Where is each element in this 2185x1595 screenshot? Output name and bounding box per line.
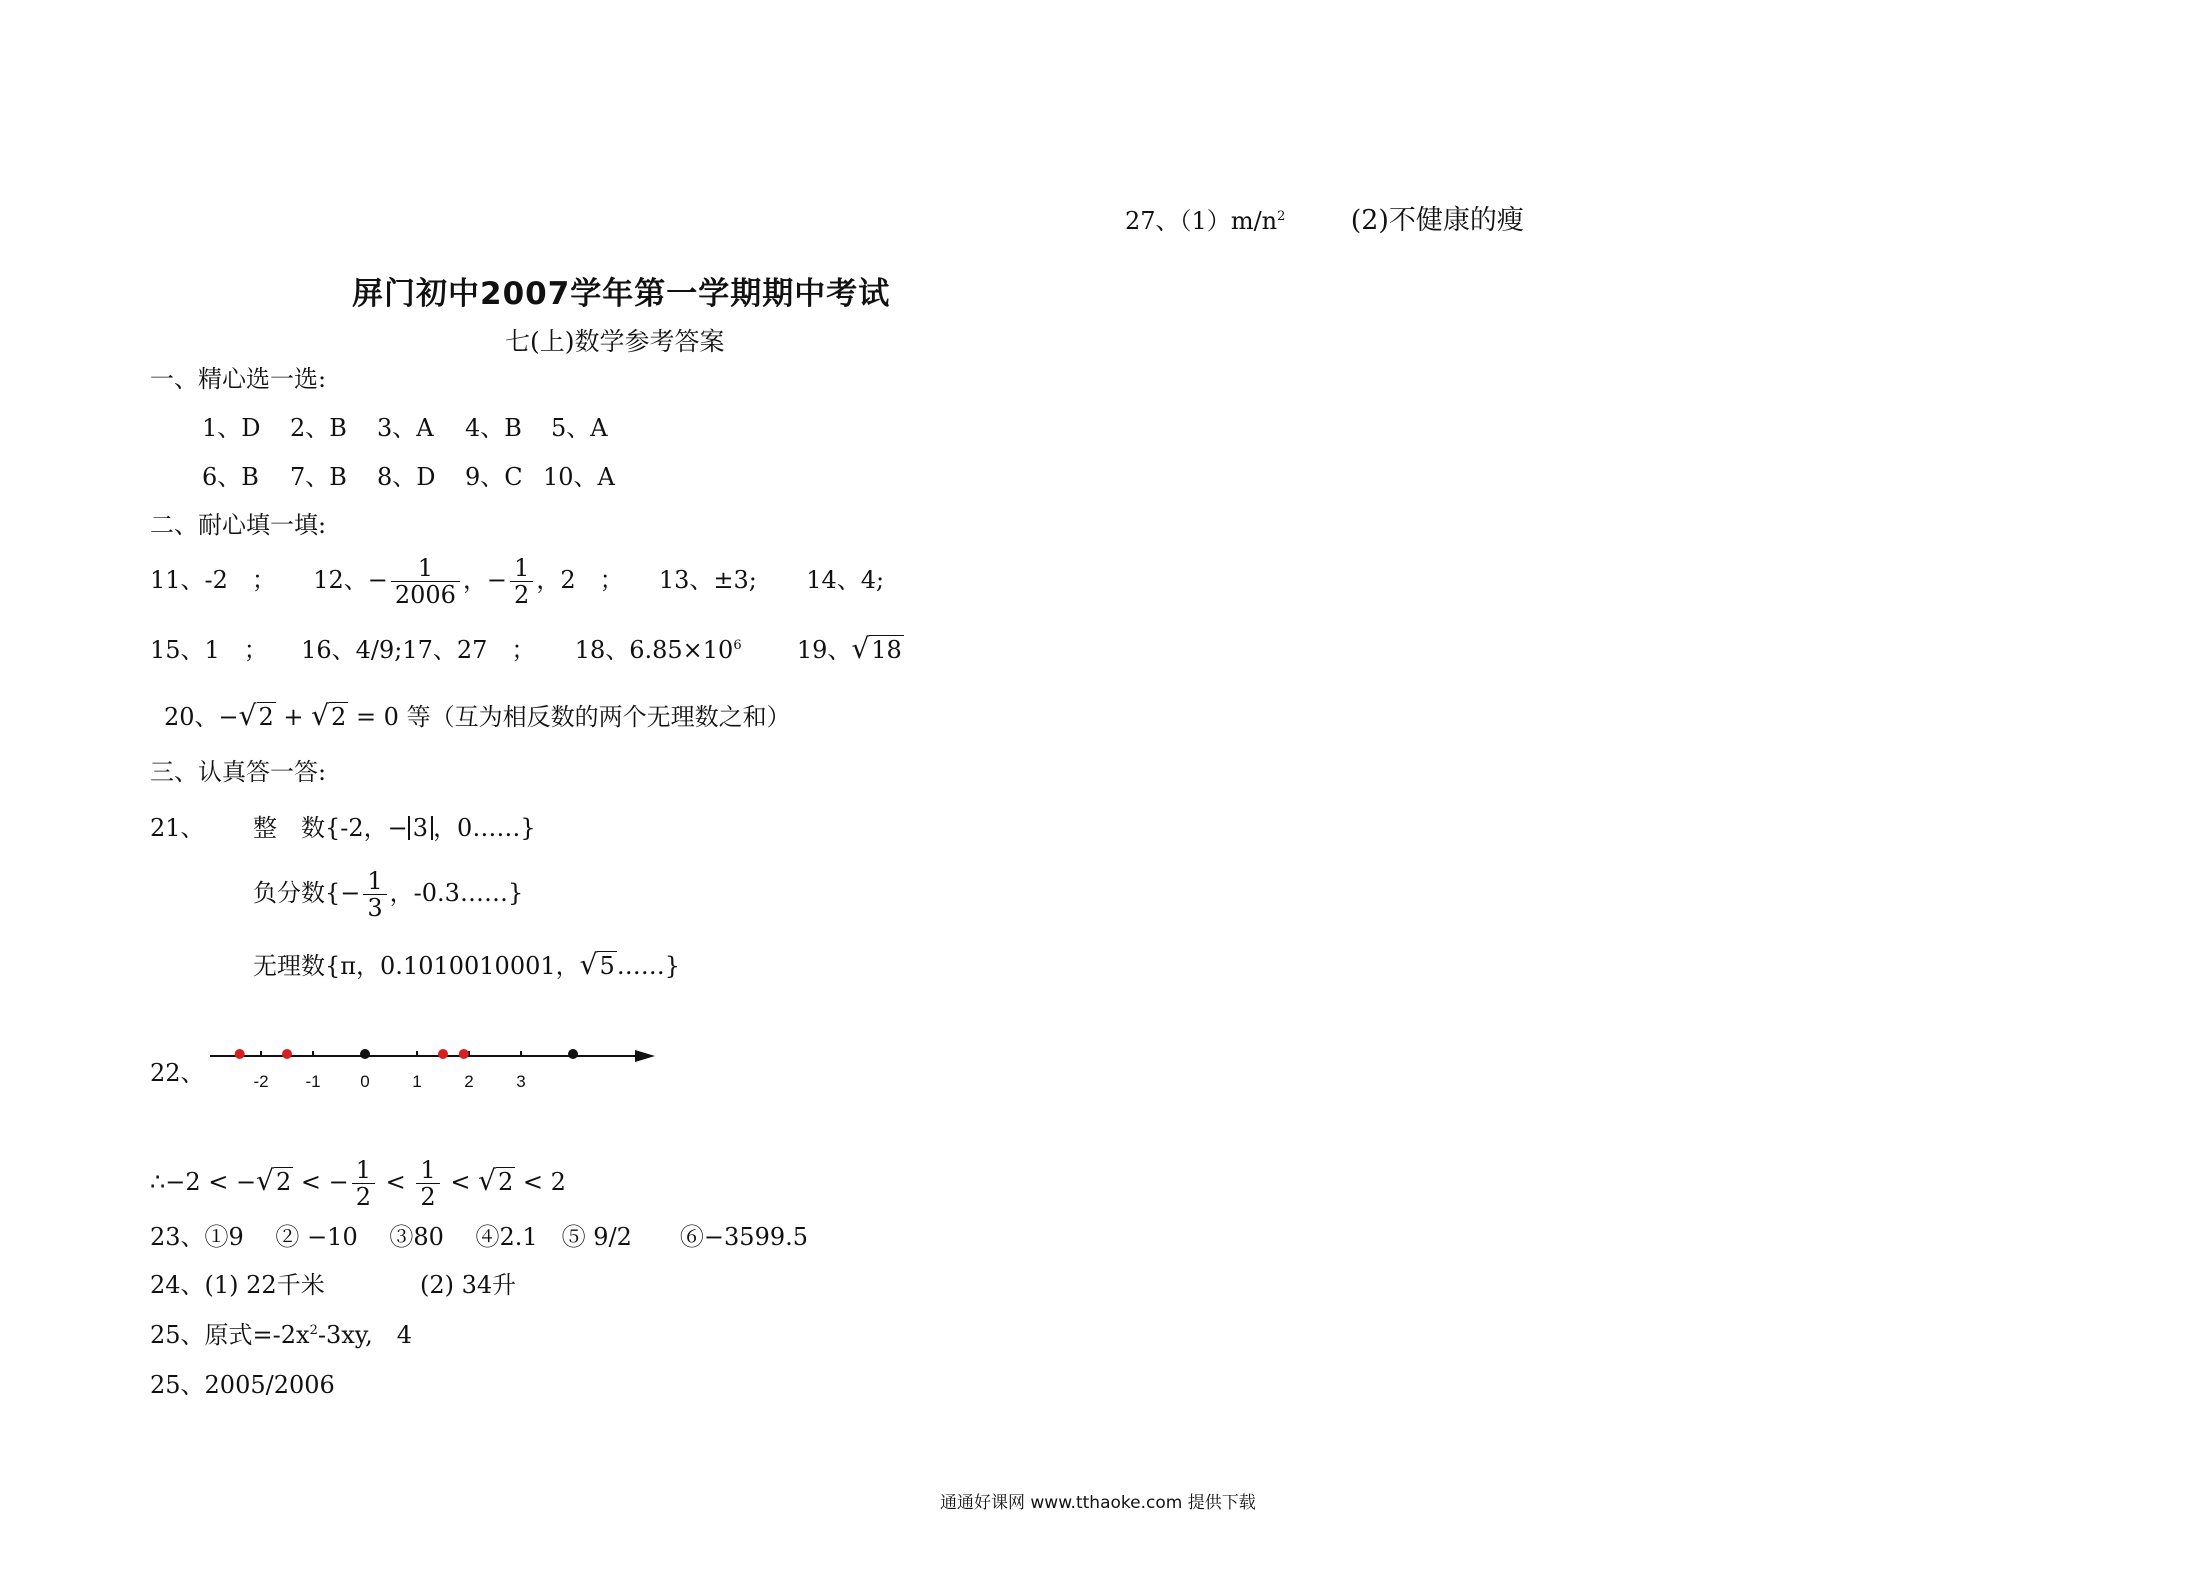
- ineq-lead: ∴−2 < −: [150, 1168, 257, 1196]
- ineq-fraction-2: $\frac{1}{2}$: [416, 1157, 439, 1210]
- answer-2: 2、B: [290, 414, 347, 442]
- answer-10: 10、A: [543, 463, 615, 491]
- q15: 15、1 ；: [150, 636, 268, 664]
- q27-line: [1125, 206, 1524, 236]
- ineq-lt3: <: [450, 1168, 471, 1196]
- q25a-rest: -3xy, 4: [317, 1321, 413, 1349]
- q21-label: 21、: [150, 814, 205, 842]
- number-line: [200, 1030, 670, 1095]
- answer-5: 5、A: [551, 414, 608, 442]
- q18: 18、6.85×10: [574, 636, 734, 664]
- number-line-tick-label: -2: [253, 1072, 269, 1091]
- irr-rest: ……}: [616, 952, 681, 980]
- q21-irrationals: [253, 950, 680, 981]
- irr-label: 无理数{π，0.1010010001，: [253, 952, 580, 980]
- number-line-black-point: [360, 1049, 370, 1059]
- ineq-lt1: < −: [300, 1168, 349, 1196]
- q15-q19-line: [150, 634, 904, 665]
- number-line-black-point: [568, 1049, 578, 1059]
- answer-7: 7、B: [290, 463, 347, 491]
- q19-prefix: 19、: [796, 636, 852, 664]
- q24-b: (2) 34升: [419, 1271, 517, 1299]
- section1-heading: 一、精心选一选:: [150, 365, 327, 393]
- page-title: 屏门初中2007学年第一学期期中考试: [352, 276, 891, 312]
- q27-prefix: 27、（1）: [1125, 207, 1231, 235]
- q24-line: [150, 1270, 516, 1300]
- q20-rest: = 0 等（互为相反数的两个无理数之和）: [355, 703, 791, 731]
- section3-heading: 三、认真答一答:: [150, 758, 327, 786]
- negfrac-fraction: $\frac{1}{3}$: [363, 868, 386, 921]
- ineq-tail: < 2: [522, 1168, 566, 1196]
- integers-label: 整 数{: [253, 814, 341, 842]
- negfrac-rest: ，-0.3……}: [389, 879, 524, 907]
- q20-sqrt-1: √2: [238, 699, 274, 732]
- q25a-exp: 2: [309, 1323, 318, 1338]
- answer-9: 9、C: [465, 463, 523, 491]
- number-line-red-point: [459, 1049, 469, 1059]
- answer-8: 8、D: [377, 463, 436, 491]
- q12-fraction-1: $\frac{1}{2006}$: [391, 555, 460, 608]
- number-line-red-point: [235, 1049, 245, 1059]
- q22-inequality: [150, 1157, 566, 1210]
- section1-row1: [202, 413, 608, 443]
- number-line-tick-label: -1: [305, 1072, 321, 1091]
- q24-a: 24、(1) 22千米: [150, 1271, 325, 1299]
- answer-4: 4、B: [465, 414, 522, 442]
- answer-1: 1、D: [202, 414, 261, 442]
- q27-unit: m/n: [1230, 207, 1278, 235]
- number-line-tick-label: 3: [516, 1072, 526, 1091]
- q25b: 25、2005/2006: [150, 1371, 335, 1399]
- q13: 13、±3;: [658, 566, 757, 594]
- q16: 16、4/9;: [301, 636, 403, 664]
- arrow-right-icon: [635, 1050, 655, 1062]
- q27-unit-exp: 2: [1277, 209, 1286, 224]
- q12-prefix: 12、−: [313, 566, 388, 594]
- q11: 11、-2 ；: [150, 566, 276, 594]
- integers-abs: 3: [408, 816, 433, 840]
- q12-end: ，2 ；: [536, 566, 624, 594]
- q12-fraction-2: $\frac{1}{2}$: [510, 555, 533, 608]
- q19-sqrt: √18: [851, 632, 902, 665]
- answer-3: 3、A: [377, 414, 434, 442]
- section1-row2: [202, 462, 615, 492]
- q20-sqrt-2: √2: [311, 699, 347, 732]
- section2-heading: 二、耐心填一填:: [150, 511, 327, 539]
- integers-a: -2，−: [340, 814, 408, 842]
- q20-line: [164, 701, 791, 732]
- q20-prefix: 20、−: [164, 703, 239, 731]
- number-line-red-point: [282, 1049, 292, 1059]
- q12-mid: ，−: [462, 566, 508, 594]
- q23: 23、①9 ② −10 ③80 ④2.1 ⑤ 9/2 ⑥−3599.5: [150, 1223, 809, 1251]
- q25a-base: 25、原式=-2x: [150, 1321, 310, 1349]
- number-line-red-point: [438, 1049, 448, 1059]
- q17: 17、27 ；: [402, 636, 536, 664]
- number-line-tick-label: 2: [464, 1072, 474, 1091]
- irr-sqrt: √5: [579, 948, 615, 981]
- q22-label: 22、: [150, 1059, 205, 1087]
- q27-part2: (2)不健康的瘦: [1350, 205, 1524, 236]
- q25a-line: [150, 1320, 412, 1350]
- q11-q14-line: [150, 555, 884, 608]
- q14: 14、4;: [806, 566, 885, 594]
- ineq-sqrt-1: √2: [256, 1164, 292, 1197]
- q18-exp: 6: [733, 638, 742, 653]
- integers-b: ，0……}: [433, 814, 536, 842]
- q20-plus: +: [283, 703, 304, 731]
- footer-credit: 通通好课网 www.tthaoke.com 提供下载: [940, 1493, 1256, 1513]
- ineq-lt2: <: [385, 1168, 406, 1196]
- q21-negative-fractions: [253, 868, 523, 921]
- number-line-tick-label: 0: [360, 1072, 370, 1091]
- negfrac-label: 负分数{−: [253, 879, 361, 907]
- page-subtitle: 七(上)数学参考答案: [505, 327, 725, 356]
- ineq-sqrt-2: √2: [478, 1164, 514, 1197]
- answer-6: 6、B: [202, 463, 259, 491]
- number-line-tick-label: 1: [412, 1072, 422, 1091]
- q21-integers: [253, 813, 536, 843]
- ineq-fraction-1: $\frac{1}{2}$: [352, 1157, 375, 1210]
